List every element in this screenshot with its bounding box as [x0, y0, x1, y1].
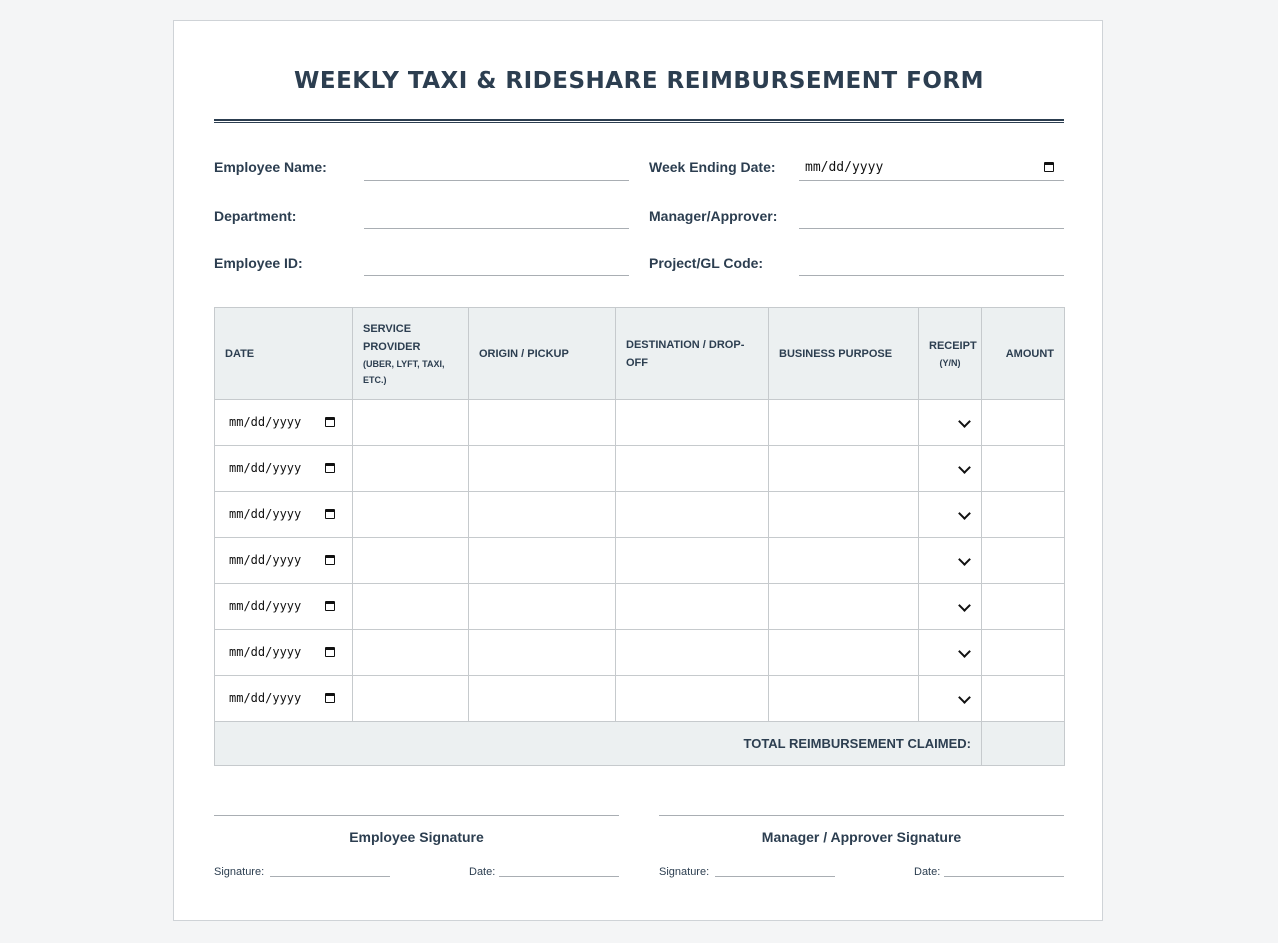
- table-row: [215, 676, 1065, 722]
- col-origin: ORIGIN / PICKUP: [469, 308, 616, 400]
- col-destination: DESTINATION / DROP-OFF: [616, 308, 769, 400]
- employee-signature-label: Signature:: [214, 866, 265, 878]
- employee-id-input[interactable]: [364, 254, 629, 276]
- manager-signature-field[interactable]: [715, 876, 835, 877]
- date-cell[interactable]: [215, 538, 353, 584]
- origin-cell[interactable]: [469, 630, 616, 676]
- chevron-down-icon[interactable]: [958, 507, 971, 520]
- provider-cell[interactable]: [353, 538, 469, 584]
- project-code-label: Project/GL Code:: [649, 255, 764, 271]
- provider-cell[interactable]: [353, 492, 469, 538]
- amount-cell[interactable]: [982, 492, 1065, 538]
- date-placeholder: mm/dd/yyyy: [229, 461, 302, 475]
- col-receipt-note: (Y/N): [939, 357, 961, 368]
- chevron-down-icon[interactable]: [958, 599, 971, 612]
- amount-cell[interactable]: [982, 676, 1065, 722]
- date-cell[interactable]: [215, 492, 353, 538]
- receipt-cell[interactable]: [919, 538, 982, 584]
- chevron-down-icon[interactable]: [958, 645, 971, 658]
- destination-cell[interactable]: [616, 630, 769, 676]
- calendar-icon[interactable]: [325, 647, 335, 657]
- week-ending-label: Week Ending Date:: [649, 159, 776, 175]
- week-ending-date-input[interactable]: [799, 157, 1064, 181]
- employee-signature-line: [214, 815, 619, 816]
- purpose-cell[interactable]: [769, 630, 919, 676]
- receipt-cell[interactable]: [919, 584, 982, 630]
- date-cell[interactable]: [215, 584, 353, 630]
- expense-table: [214, 307, 1065, 766]
- table-row: [215, 446, 1065, 492]
- destination-cell[interactable]: [616, 446, 769, 492]
- manager-signature-label: Signature:: [659, 866, 710, 878]
- date-cell[interactable]: [215, 676, 353, 722]
- chevron-down-icon[interactable]: [958, 553, 971, 566]
- employee-signature-field[interactable]: [270, 876, 390, 877]
- purpose-cell[interactable]: [769, 584, 919, 630]
- manager-date-field[interactable]: [944, 876, 1064, 877]
- provider-cell[interactable]: [353, 446, 469, 492]
- calendar-icon[interactable]: [325, 417, 335, 427]
- employee-name-label: Employee Name:: [214, 159, 327, 175]
- total-row: [215, 722, 1065, 766]
- table-row: [215, 492, 1065, 538]
- origin-cell[interactable]: [469, 676, 616, 722]
- employee-id-label: Employee ID:: [214, 255, 303, 271]
- destination-cell[interactable]: [616, 676, 769, 722]
- manager-date-label: Date:: [914, 866, 941, 878]
- date-placeholder: mm/dd/yyyy: [229, 415, 302, 429]
- origin-cell[interactable]: [469, 400, 616, 446]
- destination-cell[interactable]: [616, 584, 769, 630]
- date-placeholder: mm/dd/yyyy: [229, 507, 302, 521]
- origin-cell[interactable]: [469, 584, 616, 630]
- manager-input[interactable]: [799, 207, 1064, 229]
- employee-name-input[interactable]: [364, 159, 629, 181]
- chevron-down-icon[interactable]: [958, 461, 971, 474]
- amount-cell[interactable]: [982, 630, 1065, 676]
- purpose-cell[interactable]: [769, 538, 919, 584]
- calendar-icon[interactable]: [325, 509, 335, 519]
- receipt-cell[interactable]: [919, 676, 982, 722]
- title-divider: [214, 119, 1064, 123]
- provider-cell[interactable]: [353, 676, 469, 722]
- receipt-cell[interactable]: [919, 492, 982, 538]
- col-purpose: BUSINESS PURPOSE: [769, 308, 919, 400]
- col-provider: [353, 308, 469, 400]
- amount-cell[interactable]: [982, 400, 1065, 446]
- col-receipt-label: RECEIPT: [929, 339, 977, 352]
- origin-cell[interactable]: [469, 446, 616, 492]
- project-code-input[interactable]: [799, 254, 1064, 276]
- purpose-cell[interactable]: [769, 676, 919, 722]
- purpose-cell[interactable]: [769, 492, 919, 538]
- purpose-cell[interactable]: [769, 400, 919, 446]
- table-row: [215, 584, 1065, 630]
- table-header-row: [215, 308, 1065, 400]
- destination-cell[interactable]: [616, 492, 769, 538]
- employee-date-label: Date:: [469, 866, 496, 878]
- amount-cell[interactable]: [982, 446, 1065, 492]
- provider-cell[interactable]: [353, 584, 469, 630]
- col-provider-label: SERVICE PROVIDER: [363, 322, 421, 353]
- form-title: WEEKLY TAXI & RIDESHARE REIMBURSEMENT FORM: [294, 68, 984, 94]
- provider-cell[interactable]: [353, 400, 469, 446]
- calendar-icon[interactable]: [325, 601, 335, 611]
- date-cell[interactable]: [215, 630, 353, 676]
- receipt-cell[interactable]: [919, 400, 982, 446]
- chevron-down-icon[interactable]: [958, 415, 971, 428]
- col-date: DATE: [215, 308, 353, 400]
- employee-signature-title: Employee Signature: [349, 829, 484, 845]
- destination-cell[interactable]: [616, 538, 769, 584]
- col-receipt: [919, 308, 982, 400]
- provider-cell[interactable]: [353, 630, 469, 676]
- receipt-cell[interactable]: [919, 446, 982, 492]
- manager-label: Manager/Approver:: [649, 208, 778, 224]
- date-placeholder: mm/dd/yyyy: [229, 691, 302, 705]
- table-row: [215, 400, 1065, 446]
- date-placeholder: mm/dd/yyyy: [229, 599, 302, 613]
- manager-signature-title: Manager / Approver Signature: [761, 829, 962, 845]
- total-label: TOTAL REIMBURSEMENT CLAIMED:: [215, 722, 982, 766]
- table-row: [215, 630, 1065, 676]
- calendar-icon[interactable]: [325, 693, 335, 703]
- calendar-icon[interactable]: [325, 555, 335, 565]
- date-placeholder: mm/dd/yyyy: [229, 645, 302, 659]
- col-amount: AMOUNT: [982, 308, 1065, 400]
- form-sheet: [173, 20, 1103, 921]
- department-input[interactable]: [364, 207, 629, 229]
- department-label: Department:: [214, 208, 297, 224]
- origin-cell[interactable]: [469, 538, 616, 584]
- amount-cell[interactable]: [982, 584, 1065, 630]
- date-cell[interactable]: [215, 446, 353, 492]
- employee-date-field[interactable]: [499, 876, 619, 877]
- origin-cell[interactable]: [469, 492, 616, 538]
- date-cell[interactable]: [215, 400, 353, 446]
- receipt-cell[interactable]: [919, 630, 982, 676]
- week-ending-placeholder: mm/dd/yyyy: [805, 160, 884, 175]
- calendar-icon[interactable]: [1044, 162, 1054, 172]
- manager-signature-line: [659, 815, 1064, 816]
- calendar-icon[interactable]: [325, 463, 335, 473]
- chevron-down-icon[interactable]: [958, 691, 971, 704]
- purpose-cell[interactable]: [769, 446, 919, 492]
- col-provider-note: (UBER, LYFT, TAXI, ETC.): [363, 358, 445, 385]
- amount-cell[interactable]: [982, 538, 1065, 584]
- date-placeholder: mm/dd/yyyy: [229, 553, 302, 567]
- total-amount-cell: [982, 722, 1065, 766]
- table-row: [215, 538, 1065, 584]
- destination-cell[interactable]: [616, 400, 769, 446]
